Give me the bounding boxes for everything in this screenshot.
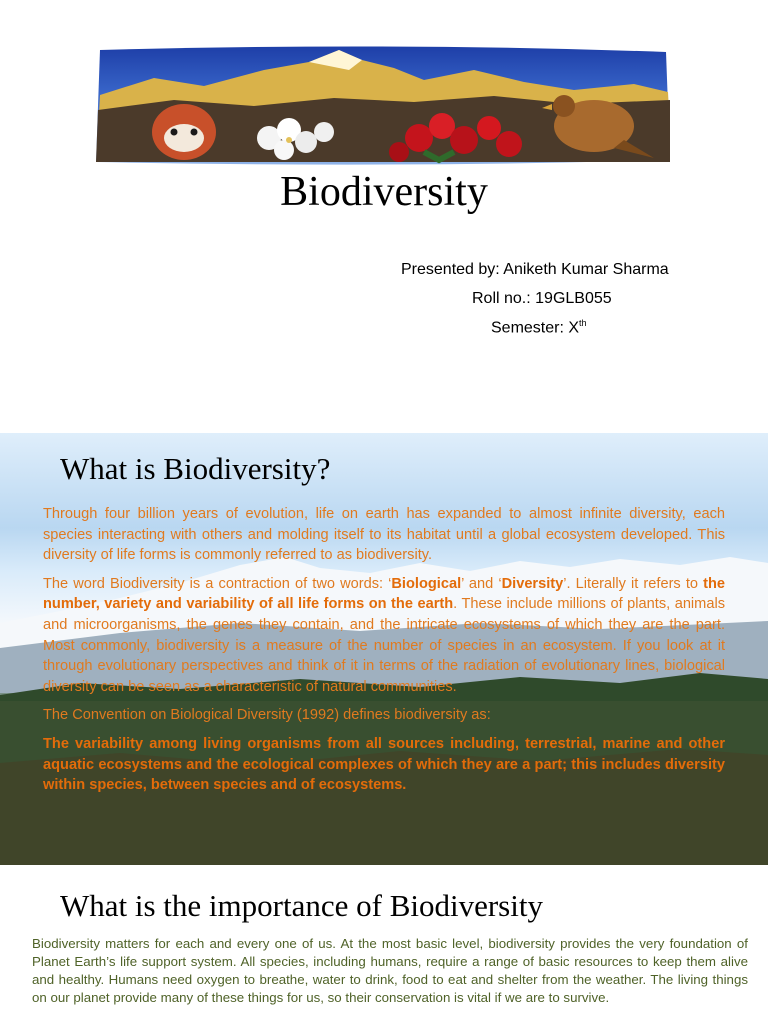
word-origin-text-3: ’. Literally it refers to (563, 575, 704, 592)
word-origin-text-4: . These include millions of plants, animals and microorganisms, the genes they contain, and the intricate ecosystems of which they are the part. Most commonly, biodiversity is a measure of the number of species in an ecosystem. If you look at it through evolutionary perspectives and think of it in terms of the radiation of evolutionary lines, biological diversity can be seen as a characteristic of natural communities. (43, 596, 725, 695)
importance-text: Biodiversity matters for each and every one of us. At the most basic level, biodiversity provides the very foundation of Planet Earth’s life support system. All species, including humans, require a range of basic resources to keep them alive and healthy. Humans need oxygen to breathe, water to drink, food to eat and shelter from the weather. The living things on our planet provide many of these things for us, so their conservation is vital if we are to survive. (32, 936, 748, 1006)
roll-number: Roll no.: 19GLB055 (472, 290, 612, 307)
paragraph-evolution: Through four billion years of evolution, life on earth has expanded to almost infinite diversity, each species interacting with others and molding itself to its habitat until a global ecosystem developed. This diversity of life forms is commonly referred to as biodiversity. (43, 506, 725, 564)
definition-highlight: the number, variety and variability of all life forms on the earth (43, 575, 725, 613)
importance-slide (0, 866, 768, 1024)
section-heading: What is Biodiversity? (60, 451, 331, 486)
slide-title: Biodiversity (280, 169, 488, 215)
presenter-name: Presented by: Aniketh Kumar Sharma (401, 261, 669, 278)
importance-heading: What is the importance of Biodiversity (60, 888, 543, 923)
banner-image (94, 40, 672, 167)
cbd-definition-bold: The variability among living organisms from all sources including, terrestrial, marine and other aquatic ecosystems and the ecological complexes of which they are a part; this includes diversity within species, between species and of ecosystems. (43, 735, 725, 794)
definition-slide (0, 433, 768, 865)
word-origin-text-1: The word Biodiversity is a contraction of two words: ‘ (43, 575, 392, 592)
title-slide (0, 0, 768, 418)
word-origin-text-2: ’ and ‘ (461, 575, 502, 592)
term-diversity: Diversity (501, 575, 564, 592)
semester-text: Semester: X (491, 319, 580, 337)
semester-superscript: th (579, 318, 587, 328)
term-biological: Biological (391, 575, 462, 592)
paragraph-cbd-definition (43, 734, 725, 796)
semester (491, 318, 587, 337)
paragraph-word-origin (43, 574, 725, 698)
definition-text (43, 504, 725, 804)
paragraph-convention: The Convention on Biological Diversity (1992) defines biodiversity as: (43, 707, 491, 724)
